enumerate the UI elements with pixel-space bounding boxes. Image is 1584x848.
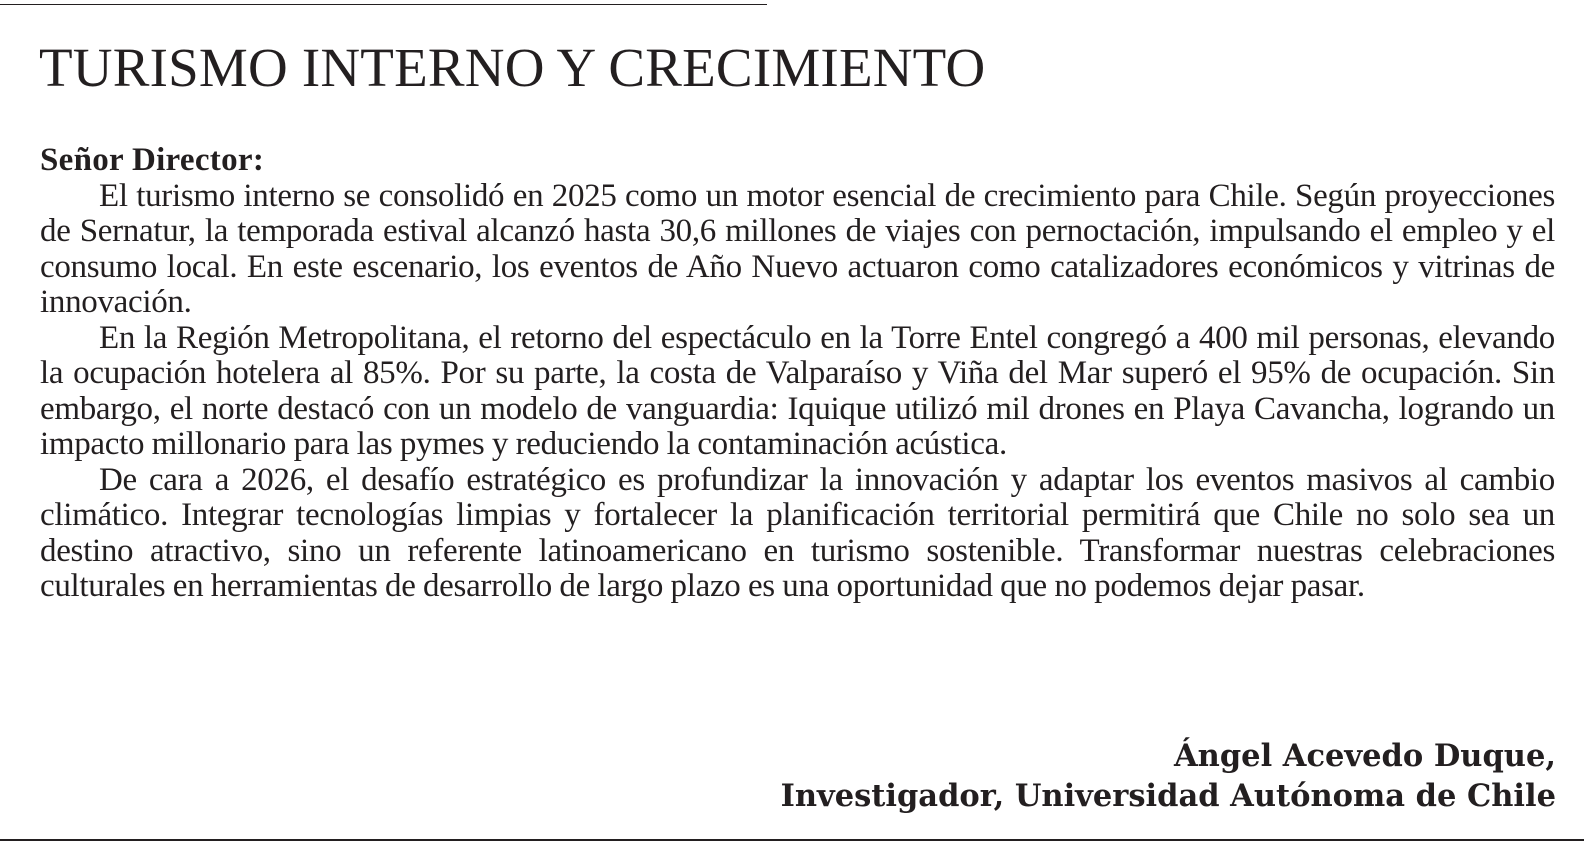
salutation: Señor Director: [40,142,265,178]
paragraph-1: El turismo interno se consolidó en 2025 como un motor esencial de crecimiento para Chile. Según proyecciones de Sernatur, la temporada estival alcanzó hasta 30,6 millones de viajes con pernoctación, impulsando el empleo y el consumo local. En este escenario, los eventos de Año Nuevo actuaron como catalizadores económicos y vitrinas de innovación. [40,177,1555,320]
signature-block [781,736,1556,816]
letter-body [40,143,1555,605]
author-affiliation: Investigador, Universidad Autónoma de Chile [780,778,1556,814]
paragraph-3: De cara a 2026, el desafío estratégico es profundizar la innovación y adaptar los eventos masivos al cambio climático. Integrar tecnologías limpias y fortalecer la planificación territorial permitirá que Chile no solo sea un destino atractivo, sino un referente latinoamericano en turismo sostenible. Transformar nuestras celebraciones culturales en herramientas de desarrollo de largo plazo es una oportunidad que no podemos dejar pasar. [40,461,1555,604]
author-name: Ángel Acevedo Duque, [1174,738,1556,774]
article-title: TURISMO INTERNO Y CRECIMIENTO [39,37,986,98]
paragraph-2: En la Región Metropolitana, el retorno del espectáculo en la Torre Entel congregó a 400 mil personas, elevando la ocupación hotelera al 85%. Por su parte, la costa de Valparaíso y Viña del Mar superó el 95% de ocupación. Sin embargo, el norte destacó con un modelo de vanguardia: Iquique utilizó mil drones en Playa Cavancha, logrando un impacto millonario para las pymes y reduciendo la contaminación acústica. [40,319,1555,462]
bottom-divider [0,839,1584,841]
top-divider [0,4,767,5]
